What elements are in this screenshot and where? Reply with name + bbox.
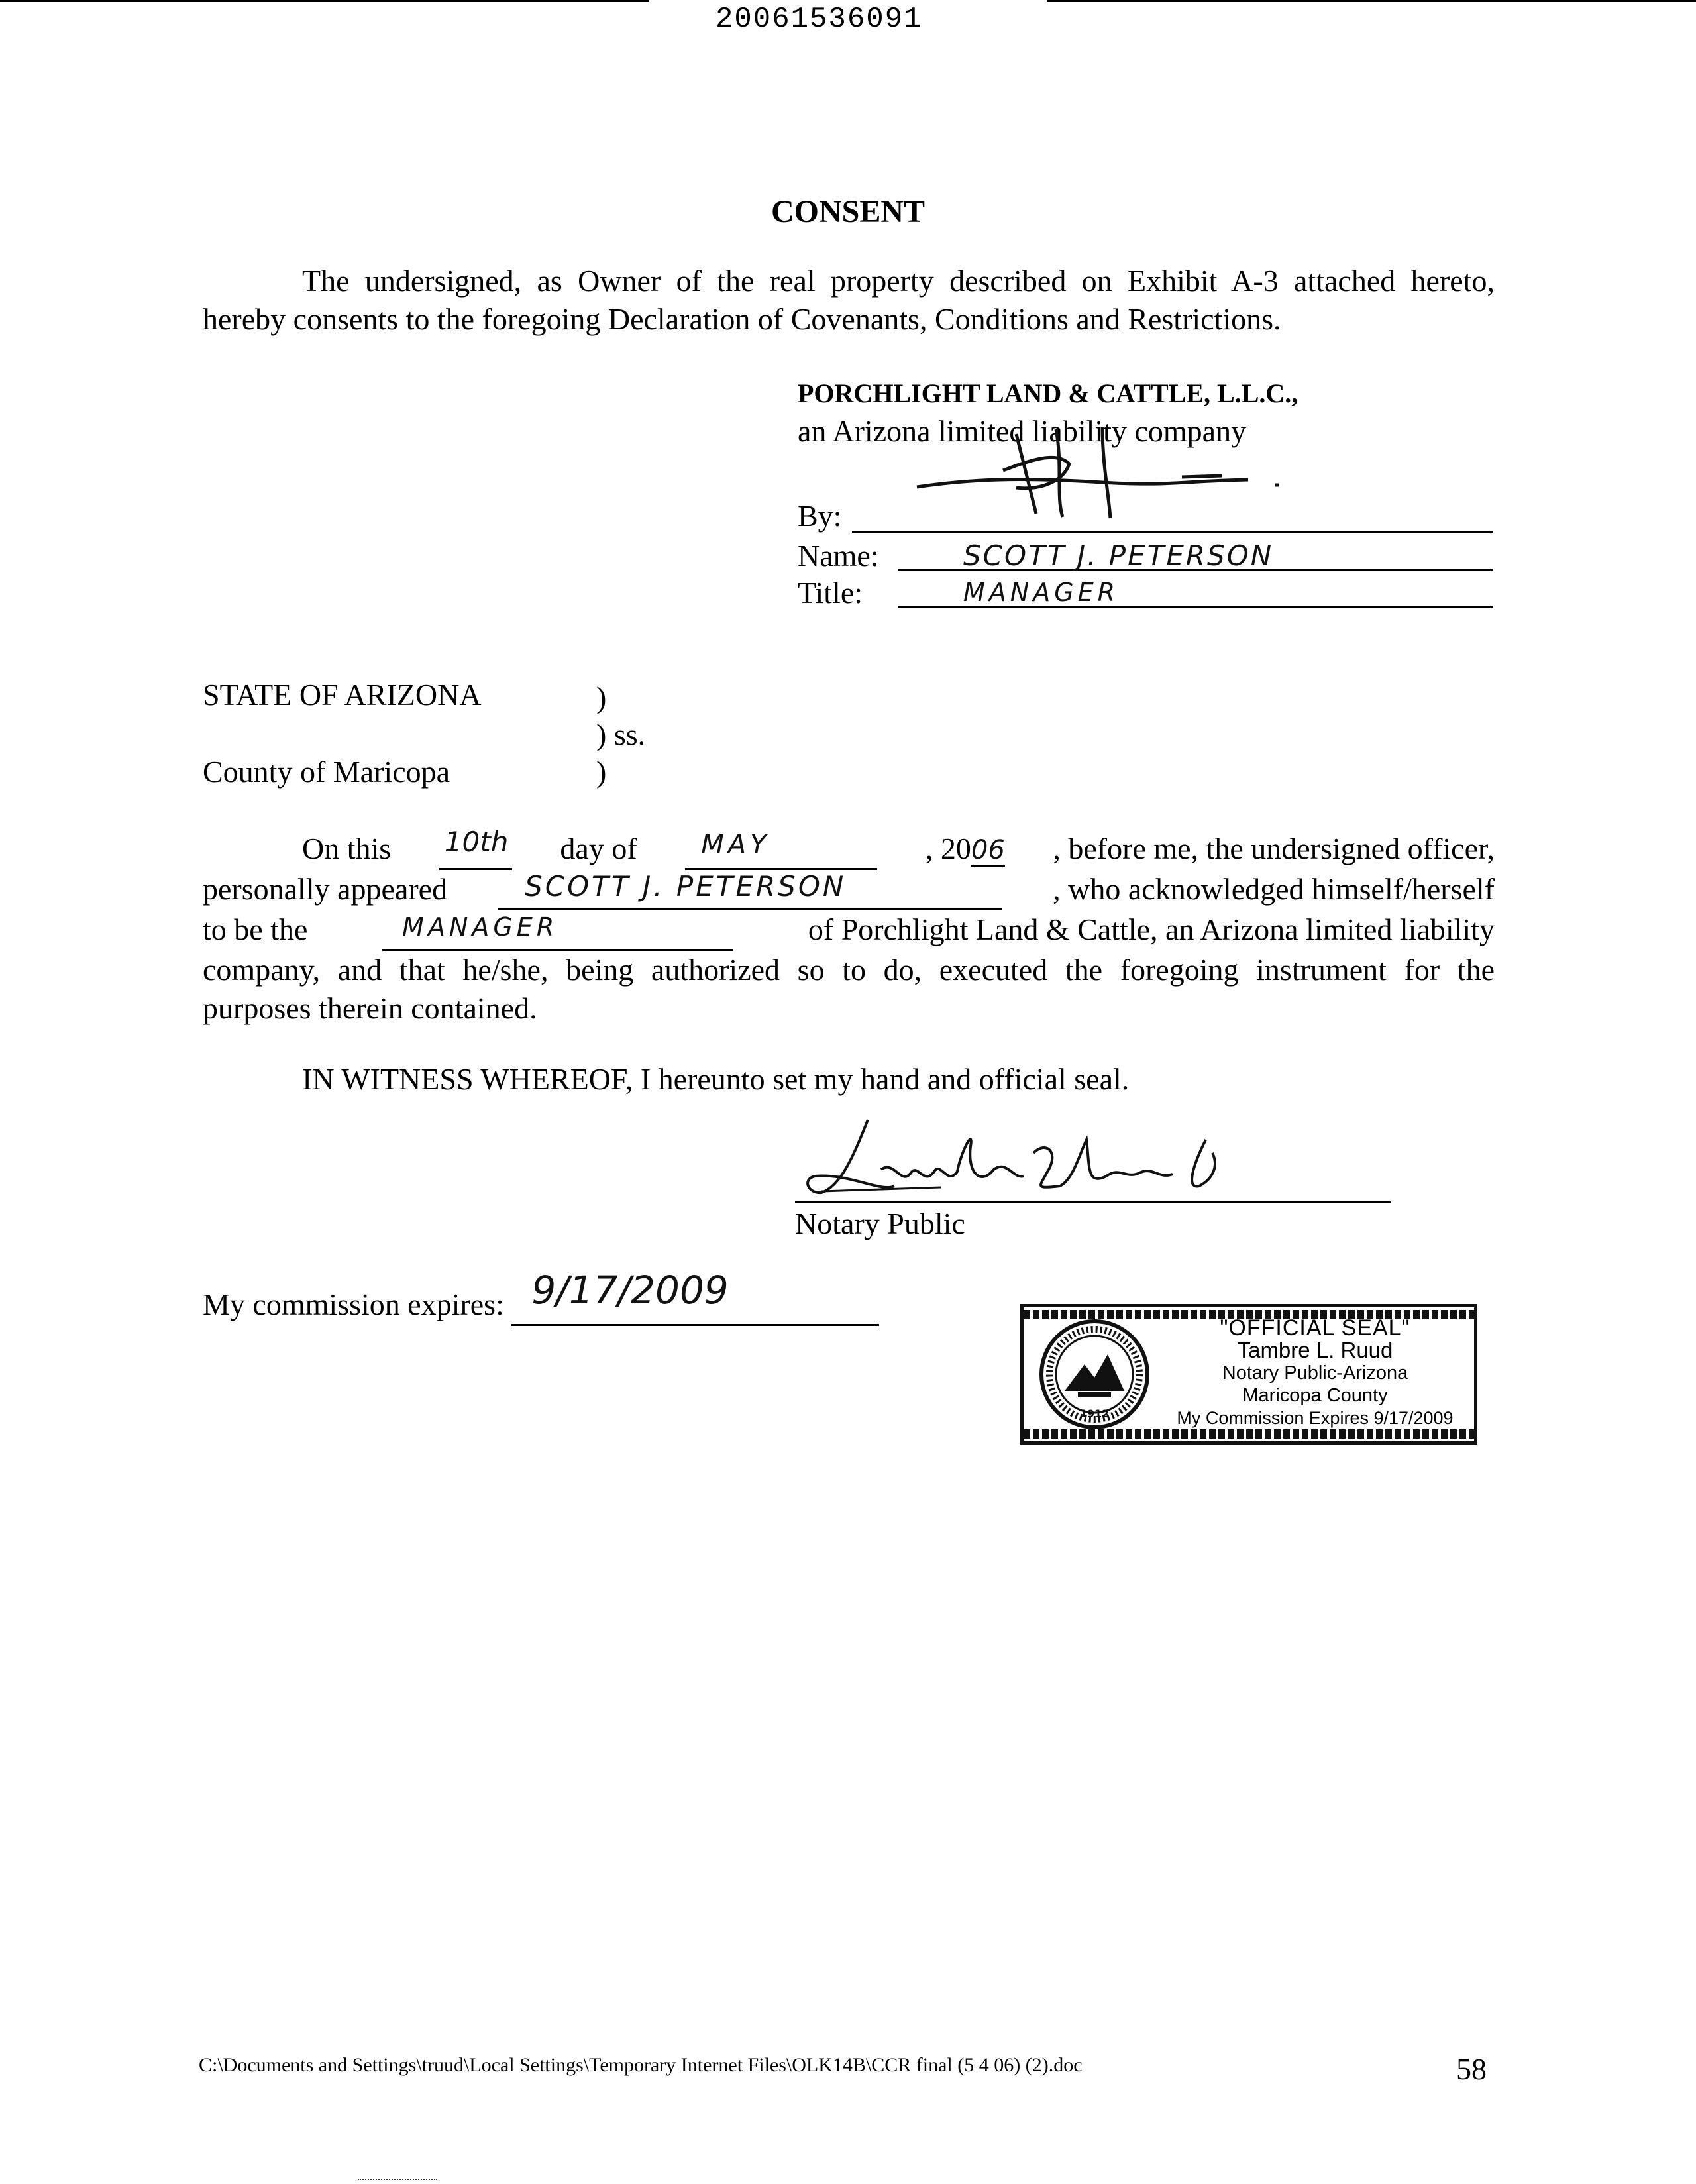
signer-signature-image [904, 424, 1314, 523]
top-border-left [0, 0, 649, 2]
commission-value: 9/17/2009 [531, 1268, 729, 1313]
company-description: an Arizona limited liability company [798, 414, 1247, 448]
seal-emblem-year: 1912 [1079, 1407, 1110, 1420]
company-name: PORCHLIGHT LAND & CATTLE, L.L.C., [798, 378, 1298, 408]
acknowledgment-paragraph [203, 826, 1495, 1028]
by-line [852, 531, 1493, 533]
ack-line-4: company, and that he/she, being authorized so to do, executed the foregoing instrument for the [203, 953, 1495, 987]
venue-ss: ) ss. [596, 718, 646, 751]
ack-line-5: purposes therein contained. [203, 991, 537, 1025]
page-title: CONSENT [770, 194, 926, 229]
title-row [798, 575, 1493, 612]
ack-to-be-the: to be the [203, 912, 308, 946]
footer-file-path: C:\Documents and Settings\truud\Local Settings\Temporary Internet Files\OLK14B\CCR final (5 4 06) (2).doc [199, 2054, 1083, 2076]
title-label: Title: [798, 576, 863, 610]
by-row [798, 498, 1493, 538]
venue-paren-1: ) [596, 681, 607, 714]
ack-person-field [498, 870, 1002, 910]
ack-year [926, 830, 1005, 870]
state-seal-emblem-icon [1038, 1318, 1151, 1431]
ack-month-field [685, 830, 877, 870]
seal-title: Notary Public-Arizona [1222, 1362, 1408, 1384]
ack-line-2 [203, 870, 1495, 910]
ack-on-this: On this [302, 832, 392, 865]
seal-name: Tambre L. Ruud [1237, 1338, 1393, 1362]
seal-chain-bottom [1024, 1429, 1474, 1439]
ack-year-prefix: , 20 [925, 832, 971, 865]
venue-state: STATE OF ARIZONA [203, 678, 482, 712]
intro-paragraph [203, 262, 1495, 339]
ack-year-value: 06 [971, 835, 1005, 867]
seal-heading: "OFFICIAL SEAL" [1220, 1315, 1410, 1340]
ack-day-value: 10th [444, 826, 509, 858]
ack-line-3 [203, 910, 1495, 951]
venue-county: County of Maricopa [203, 755, 450, 789]
intro-line-1: The undersigned, as Owner of the real property described on Exhibit A-3 attached hereto, [302, 264, 1495, 298]
signer-name-handwritten: SCOTT J. PETERSON [963, 539, 1274, 572]
seal-expires: My Commission Expires 9/17/2009 [1177, 1408, 1454, 1428]
ack-day-of: day of [560, 832, 637, 865]
ack-role-value: MANAGER [402, 912, 558, 942]
signer-title-handwritten: MANAGER [963, 578, 1120, 607]
notary-signature-block [795, 1113, 1391, 1246]
by-label: By: [798, 499, 842, 533]
notary-signature-line [795, 1201, 1391, 1203]
ack-month-value: MAY [701, 830, 770, 860]
venue-block [203, 676, 733, 795]
ack-personally-appeared: personally appeared [203, 872, 448, 906]
page-number: 58 [1456, 2052, 1487, 2086]
intro-line-2: hereby consents to the foregoing Declaration of Covenants, Conditions and Restrictions. [203, 302, 1281, 336]
seal-county: Maricopa County [1242, 1385, 1388, 1406]
venue-paren-3: ) [596, 755, 607, 789]
ack-line-1 [203, 826, 1495, 870]
name-row [798, 538, 1493, 575]
ack-person-value: SCOTT J. PETERSON [525, 870, 847, 902]
ack-role-field [382, 910, 733, 951]
ack-day-field [439, 826, 512, 870]
witness-line: IN WITNESS WHEREOF, I hereunto set my hand and official seal. [302, 1062, 1130, 1096]
document-number: 20061536091 [716, 3, 923, 36]
bottom-scan-mark [358, 2179, 437, 2180]
notary-public-label: Notary Public [795, 1207, 965, 1240]
notary-signature-image [795, 1113, 1259, 1213]
signature-block [798, 375, 1493, 612]
name-label: Name: [798, 539, 879, 573]
commission-row [203, 1268, 898, 1326]
commission-field [511, 1268, 879, 1326]
ack-of-company: of Porchlight Land & Cattle, an Arizona limited liability [808, 912, 1495, 946]
commission-label: My commission expires: [203, 1287, 504, 1321]
ack-who-acknowledged: , who acknowledged himself/herself [1053, 872, 1495, 906]
top-border-right [1047, 0, 1696, 2]
ack-before-me: , before me, the undersigned officer, [1053, 832, 1495, 865]
official-seal-stamp [1020, 1304, 1477, 1445]
seal-text [1163, 1317, 1467, 1429]
